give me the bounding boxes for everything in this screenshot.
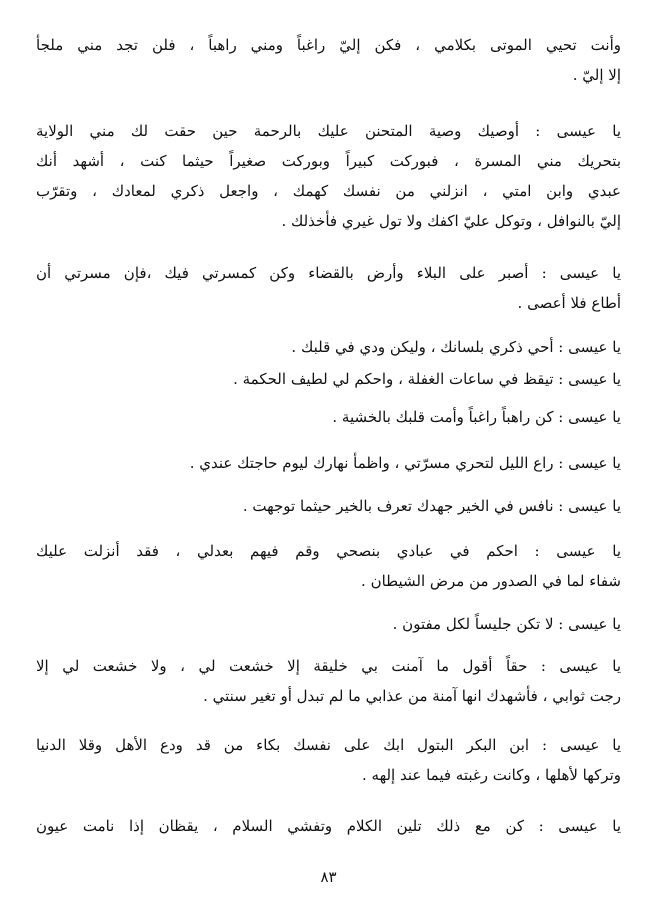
page-number: ٨٣ <box>320 868 337 886</box>
text-line: شفاء لما في الصدور من مرض الشيطان . <box>361 572 621 590</box>
text-line: وتركها لأهلها ، وكانت رغبته فيما عند إلهه . <box>361 766 621 784</box>
text-line: يا عيسى : أحي ذكري بلسانك ، وليكن ودي في قلبك . <box>291 338 621 356</box>
text-line: يا عيسى : حقاً أقول ما آمنت بي خليقة إلا خشعت لي ، ولا خشعت لي إلا <box>36 657 621 675</box>
text-line: إلا إليّ . <box>572 66 621 84</box>
text-line: يا عيسى : كن راهباً راغباً وأمت قلبك بالخشية . <box>332 408 621 426</box>
text-line: يا عيسى : أوصيك وصية المتحنن عليك بالرحمة حين حقت لك مني الولاية <box>36 122 621 140</box>
text-line: يا عيسى : نافس في الخير جهدك تعرف بالخير حيثما توجهت . <box>242 497 621 515</box>
text-line: يا عيسى : احكم في عبادي بنصحي وقم فيهم بعدلي ، فقد أنزلت عليك <box>36 542 621 560</box>
text-line: وأنت تحيي الموتى بكلامي ، فكن إليّ راغباً ومني راهباً ، فلن تجد مني ملجأ <box>36 36 621 54</box>
text-line: رجت ثوابي ، فأشهدك انها آمنة من عذابي ما لم تبدل أو تغير سنتي . <box>203 687 621 705</box>
text-line: أطاع فلا أعصى . <box>517 294 621 312</box>
text-line: يا عيسى : كن مع ذلك تلين الكلام وتفشي السلام ، يقظان إذا نامت عيون <box>36 817 621 835</box>
text-line: يا عيسى : تيقظ في ساعات الغفلة ، واحكم لي لطيف الحكمة . <box>233 370 621 388</box>
text-line: يا عيسى : أصبر على البلاء وأرض بالقضاء وكن كمسرتي فيك ،فإن مسرتي أن <box>36 264 621 282</box>
text-line: إليّ بالنوافل ، وتوكل عليّ اكفك ولا تول غيري فأخذلك . <box>281 212 621 230</box>
text-line: يا عيسى : لا تكن جليساً لكل مفتون . <box>392 615 621 633</box>
text-line: يا عيسى : ابن البكر البتول ابك على نفسك بكاء من قد ودع الأهل وقلا الدنيا <box>36 736 621 754</box>
text-line: بتحريك مني المسرة ، فبوركت كبيراً وبوركت صغيراً حيثما كنت ، أشهد أنك <box>36 152 621 170</box>
text-line: يا عيسى : راع الليل لتحري مسرّتي ، واظمأ نهارك ليوم حاجتك عندي . <box>189 454 621 472</box>
text-line: عبدي وابن امتي ، انزلني من نفسك كهمك ، واجعل ذكري لمعادك ، وتقرّب <box>36 182 621 200</box>
